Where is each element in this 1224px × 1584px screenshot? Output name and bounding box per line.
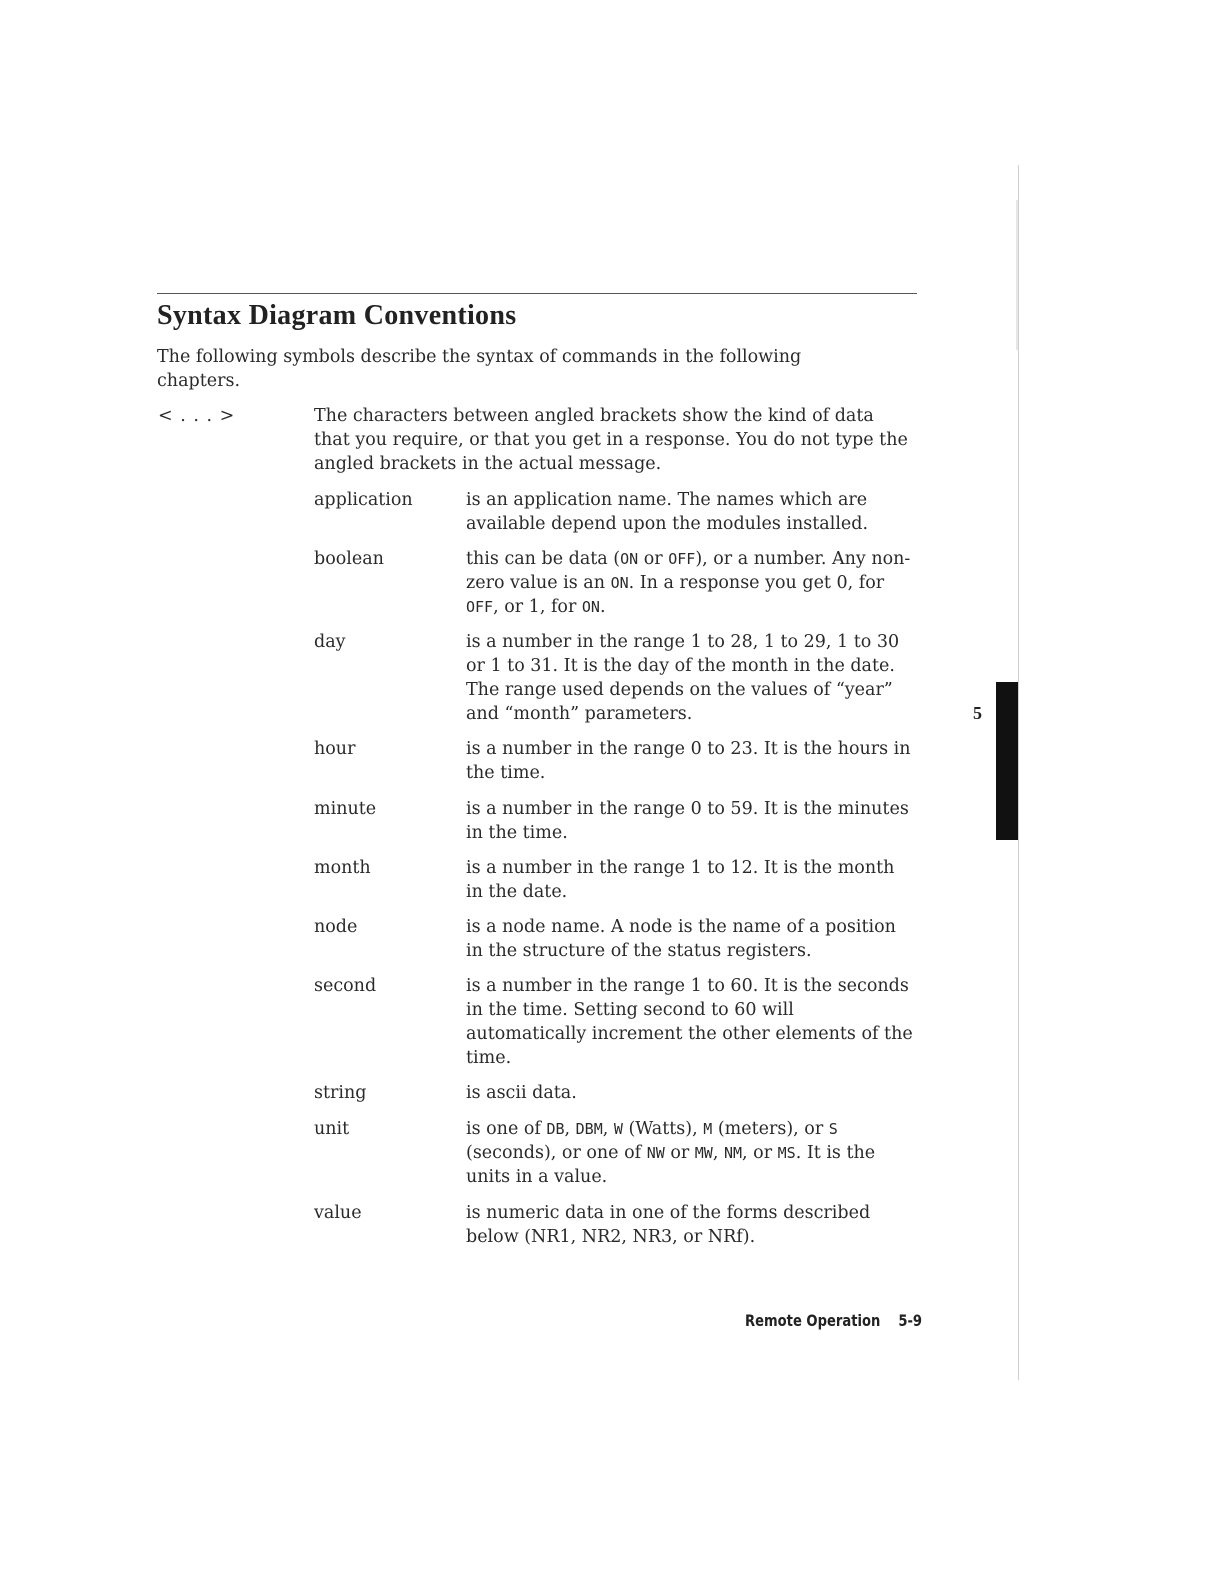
angle-bracket-description: The characters between angled brackets show the kind of data that you require, or that you get in a response. You do not type the angled brackets in the actual message.	[314, 406, 908, 474]
definition-description: is ascii data.	[466, 1083, 577, 1103]
definition-term: minute	[314, 799, 377, 819]
section-rule	[157, 293, 917, 294]
footer-page-number: 5-9	[898, 1311, 923, 1330]
definition-description: is numeric data in one of the forms described below (NR1, NR2, NR3, or NRf).	[466, 1203, 871, 1247]
definition-description: this can be data (ON or OFF), or a number. Any non- zero value is an ON. In a response you get 0, for OFF, or 1, for ON.	[466, 549, 911, 617]
section-title: Syntax Diagram Conventions	[157, 300, 517, 331]
definition-term: month	[314, 858, 371, 878]
page-footer	[745, 1311, 922, 1330]
page-edge-line	[1018, 165, 1019, 1380]
definition-description: is a number in the range 1 to 60. It is the seconds in the time. Setting second to 60 will automatically increment the other elements of the time.	[466, 976, 913, 1068]
definition-description: is a number in the range 1 to 28, 1 to 29, 1 to 30 or 1 to 31. It is the day of the month in the date. The range used depends on the values of “year” and “month” parameters.	[466, 632, 900, 724]
angle-bracket-symbol: < . . . >	[158, 406, 235, 426]
definition-term: string	[314, 1083, 367, 1103]
definition-description: is one of DB, DBM, W (Watts), M (meters), or S (seconds), or one of NW or MW, NM, or MS. It is the units in a value.	[466, 1119, 876, 1187]
definition-description: is a number in the range 1 to 12. It is the month in the date.	[466, 858, 895, 902]
definition-description: is an application name. The names which are available depend upon the modules installed.	[466, 490, 869, 534]
chapter-tab-marker	[996, 682, 1018, 840]
section-intro: The following symbols describe the syntax of commands in the following chapters.	[157, 347, 802, 391]
definition-term: application	[314, 490, 413, 510]
definition-description: is a number in the range 0 to 23. It is the hours in the time.	[466, 739, 911, 783]
definition-term: boolean	[314, 549, 384, 569]
definition-term: value	[314, 1203, 362, 1223]
definition-description: is a node name. A node is the name of a position in the structure of the status registers.	[466, 917, 896, 961]
definition-term: day	[314, 632, 346, 652]
chapter-tab-number: 5	[973, 703, 982, 723]
definition-description: is a number in the range 0 to 59. It is the minutes in the time.	[466, 799, 909, 843]
footer-chapter: Remote Operation	[745, 1311, 881, 1330]
definition-term: hour	[314, 739, 356, 759]
definition-term: unit	[314, 1119, 350, 1139]
definition-term: second	[314, 976, 377, 996]
definition-term: node	[314, 917, 358, 937]
page-edge-shadow	[1016, 200, 1018, 350]
